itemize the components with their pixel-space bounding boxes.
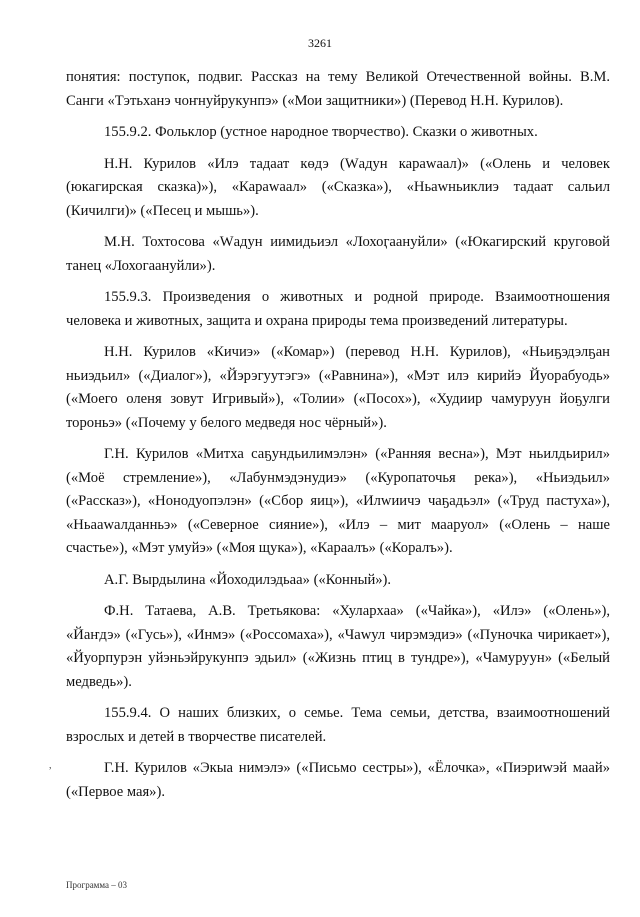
paragraph-tataeva-tretyakova: Ф.Н. Татаева, А.В. Третьякова: «Хулархаа» («Чайка»), «Илэ» («Олень»), «Йаҥдэ» («Гусь»), «Инмэ» («Россомаха»), «Чаwул чирэмэдиэ» («Пуночка чирикает»), «Йуорпурэн уйэньэйрукунпэ эдьил» («Жизнь птиц в тундре»), «Чамуруун» («Белый медведь»). bbox=[66, 603, 610, 690]
paragraph-gn-kurilov-works: Г.Н. Курилов «Митха саҕундьилимэлэн» («Ранняя весна»), Мэт ньилдьирил» («Моё стремление»), «Лабунмэдэнудиэ» («Куропаточья река»), «Ньиэдьил» («Рассказ»), «Нонодуопэлэн» («Сбор яиц»), «Илwиичэ чаҕадьэл» («Труд пастуха»), «Ньаawалданньэ» («Северное сияние»), «Илэ – мит мааруол» («Олень – наше счастье»), «Мэт умуйэ» («Моя щука»), «Караалъ» («Коралъ»). bbox=[66, 446, 610, 556]
document-body bbox=[66, 66, 610, 812]
paragraph-vyrdylina: А.Г. Вырдылина «Йоходилэдьаа» («Конный»). bbox=[104, 571, 392, 588]
paragraph-gn-kurilov-family: Г.Н. Курилов «Экыа нимэлэ» («Письмо сестры»), «Ёлочка», «Пиэриwэй маай» («Первое мая»). bbox=[66, 760, 610, 800]
scan-mark: , bbox=[49, 760, 52, 771]
paragraph-nn-kurilov-works: Н.Н. Курилов «Кичиэ» («Комар») (перевод Н.Н. Курилов), «Ньиҕэдэлҕан ньиэдьил» («Диалог»), «Йэрэгуутэгэ» («Равнина»), «Мэт илэ кирийэ Йуорабуодь» («Моего оленя зовут Игривый»), «Толии» («Посох»), «Худиир чамуруун йоҕулги тороньэ» («Почему у белого медведя нос чёрный»). bbox=[66, 344, 610, 431]
section-heading-155-9-4: 155.9.4. О наших близких, о семье. Тема семьи, детства, взаимоотношений взрослых и детей в творчестве писателей. bbox=[66, 705, 610, 745]
paragraph-continuation: понятия: поступок, подвиг. Рассказ на тему Великой Отечественной войны. В.М. Санги «Тэтьханэ чоҥнуйрукунпэ» («Мои защитники») (Перевод Н.Н. Курилов). bbox=[66, 69, 610, 109]
paragraph-kurilov-folklore: Н.Н. Курилов «Илэ тадаат көдэ (Wадун карawаал)» («Олень и человек (юкагирская сказка)»), «Карawаал» («Сказка»), «Ньawньиклиэ тадаат сальил (Кичилги)» («Песец и мышь»). bbox=[66, 155, 610, 219]
page-footer: Программа – 03 bbox=[66, 880, 128, 890]
paragraph-tokhtosova: М.Н. Тохтосова «Wадун иимидьиэл «Лохоӷаануйли» («Юкагирский круговой танец «Лохогаануйли»). bbox=[66, 234, 610, 274]
section-heading-155-9-2: 155.9.2. Фольклор (устное народное творчество). Сказки о животных. bbox=[104, 124, 538, 140]
page-number: 3261 bbox=[308, 36, 332, 50]
section-heading-155-9-3: 155.9.3. Произведения о животных и родной природе. Взаимоотношения человека и животных, защита и охрана природы тема произведений литературы. bbox=[66, 289, 610, 329]
